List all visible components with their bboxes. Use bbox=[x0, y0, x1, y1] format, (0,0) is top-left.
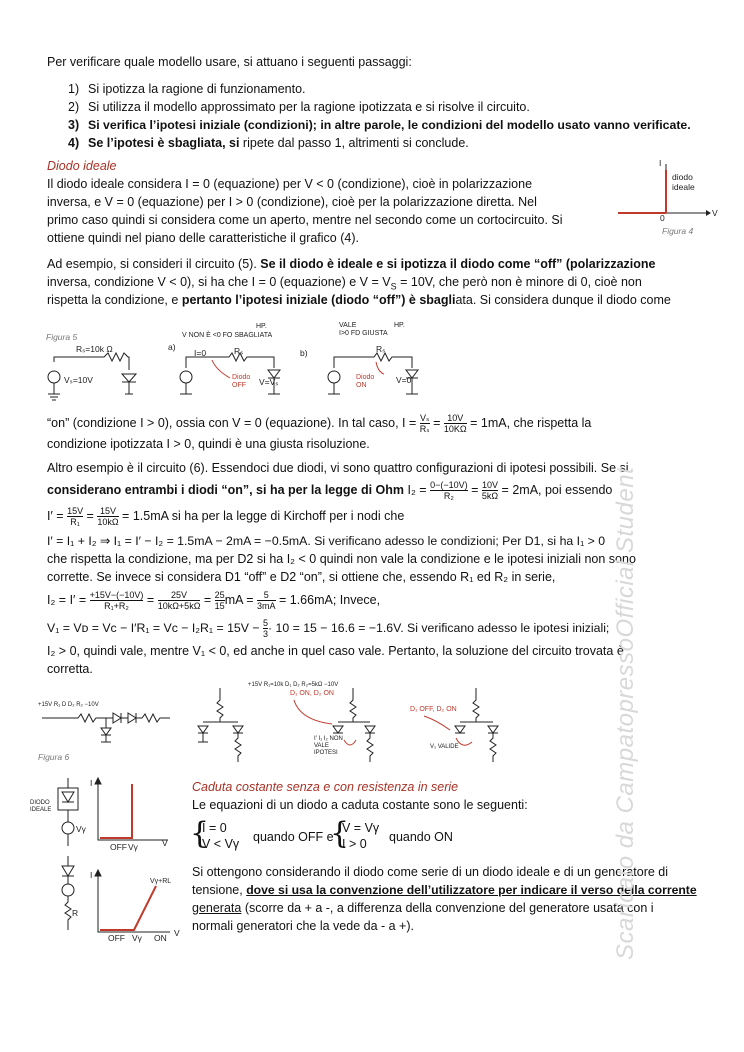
circuit-b-vale: VALE bbox=[339, 322, 357, 329]
system-connector: quando OFF e bbox=[253, 830, 334, 844]
paragraph-text: rispetta la condizione, e bbox=[47, 293, 182, 307]
figure-constant-drop bbox=[28, 774, 188, 944]
curve-label: diodo ideale bbox=[672, 172, 695, 192]
paragraph-line: condizione ipotizzata I > 0, quindi è una giusta risoluzione. bbox=[47, 437, 370, 451]
vgamma-axis-label: Vγ bbox=[128, 842, 138, 852]
slope-label: Vγ+RL bbox=[150, 878, 172, 885]
vgamma-axis-label: Vγ bbox=[132, 933, 142, 943]
step-number: 2) bbox=[68, 100, 80, 114]
step-text: Si verifica l’ipotesi iniziale (condizioni); in altre parole, le condizioni del modello usato vanno verificate. bbox=[88, 118, 691, 132]
paragraph-text: ata. Si considera dunque il diodo come bbox=[455, 293, 671, 307]
resistor-label: R bbox=[72, 908, 79, 918]
fraction-den: R₁ bbox=[70, 517, 80, 528]
origin-label: 0 bbox=[660, 213, 665, 223]
math-text: mA = bbox=[224, 593, 257, 607]
paragraph-text: (scorre da + a -, a differenza della convenzione del generatore usata con i bbox=[241, 901, 654, 915]
fraction-den: Rₛ bbox=[419, 424, 430, 435]
paragraph-text: = 2mA, poi essendo bbox=[498, 483, 613, 497]
axis-i-label: I bbox=[659, 158, 662, 168]
circuit-b-label: b) bbox=[300, 348, 308, 358]
fraction-num: Vₛ bbox=[420, 413, 430, 424]
underlined-bold: dove si usa la convenzione dell’utilizzatore per indicare il verso della corrente bbox=[246, 883, 697, 897]
fraction-den: 5kΩ bbox=[481, 491, 499, 502]
watermark-text: Scaricato da CampatopressoOfficial Student bbox=[612, 466, 639, 960]
circuit-a-voltage: V=Vₛ bbox=[259, 377, 279, 387]
axis-v-label: V bbox=[712, 208, 718, 218]
step-text-bold: Se l’ipotesi è sbagliata, si bbox=[88, 136, 240, 150]
circuit-a-label: a) bbox=[168, 342, 176, 352]
brace-right: { bbox=[330, 816, 350, 851]
hypothesis-note: V₁ VALIDE bbox=[430, 744, 459, 750]
paragraph-line: Le equazioni di un diodo a caduta costante sono le seguenti: bbox=[192, 798, 528, 812]
system-end: quando ON bbox=[389, 830, 453, 844]
fraction-den: 10KΩ bbox=[443, 424, 467, 435]
axis-i-label: I bbox=[90, 870, 93, 880]
figure-caption: Figura 6 bbox=[38, 752, 70, 762]
paragraph-line: I′ = I₁ + I₂ ⇒ I₁ = I′ − I₂ = 1.5mA − 2mA = −0.5mA. Si verificano adesso le condizioni; Per D1, si ha I₁ > 0 bbox=[47, 534, 606, 548]
paragraph-bold: pertanto l’ipotesi iniziale (diodo “off”) è sbagli bbox=[181, 293, 456, 307]
paragraph-bold: considerano entrambi i diodi “on”, si ha per la legge di Ohm bbox=[47, 483, 405, 497]
axis-i-label: I bbox=[90, 778, 93, 788]
paragraph-line: I₂ > 0, quindi vale, mentre V₁ < 0, ed anche in quel caso vale. Pertanto, la soluzione del circuito trovata è bbox=[47, 644, 624, 658]
hypothesis-label: D₁ ON, D₂ ON bbox=[290, 690, 334, 697]
subscript: S bbox=[390, 281, 397, 292]
paragraph-text: si ha per la legge di Kirchoff per i nodi che bbox=[168, 509, 405, 523]
step-text: Si utilizza il modello approssimato per la ragione ipotizzata e si risolve il circuito. bbox=[88, 100, 530, 114]
circuit-b-resistor: Rₛ bbox=[376, 344, 386, 354]
paragraph-line: ottiene quindi nel piano delle caratteristiche il grafico (4). bbox=[47, 231, 359, 245]
axis-v-label: V bbox=[174, 928, 180, 938]
circuit-b-diode-state: Diodo ON bbox=[356, 374, 375, 389]
fraction-den: 3 bbox=[262, 629, 268, 640]
fraction-num: +15V−(−10V) bbox=[89, 590, 144, 601]
paragraph-line: Si ottengono considerando il diodo come serie di un diodo ideale e di un generatore di bbox=[192, 865, 669, 879]
paragraph-text: = 1mA, che rispetta la bbox=[466, 416, 592, 430]
figure-6 bbox=[38, 680, 638, 770]
hypothesis-note: I′ I₁ I₂ NON VALE IPOTESI bbox=[314, 736, 343, 756]
circuit-a-diode-state: Diodo OFF bbox=[232, 374, 251, 389]
fraction-num: 10V bbox=[481, 480, 498, 491]
paragraph-line: primo caso quindi si considera come un aperto, mentre nel secondo come un cortocircuito. Si bbox=[47, 213, 563, 227]
fraction-den: 3mA bbox=[257, 601, 276, 612]
circuit-a-current: I=0 bbox=[194, 348, 207, 358]
axis-v-label: V bbox=[162, 838, 168, 848]
circuit-labels: +15V R₁ D D₂ R₂ −10V bbox=[38, 702, 99, 708]
fraction-den: 10kΩ+5kΩ bbox=[157, 601, 201, 612]
fraction-num: 10V bbox=[444, 413, 467, 424]
on-label: ON bbox=[154, 933, 167, 943]
fraction-num: 15V bbox=[97, 506, 118, 517]
figure-caption: Figura 5 bbox=[46, 332, 78, 342]
paragraph-text: inversa, condizione V < 0), si ha che I = 0 (equazione) e V = V bbox=[47, 275, 391, 289]
resistor-label: Rₛ=10k Ω bbox=[76, 344, 113, 354]
math-text: V₁ = Vᴅ = Vᴄ − I′R₁ = Vᴄ − I₂R₁ = 15V − bbox=[47, 621, 263, 635]
hypothesis-label: D₁ OFF, D₂ ON bbox=[410, 706, 457, 713]
math-text: = 1.66mA; Invece, bbox=[275, 593, 381, 607]
paragraph-line: corrette. Se invece si considera D1 “off” e D2 “on”, si ottiene che, essendo R₁ ed R₂ in serie, bbox=[47, 570, 556, 584]
system-off-2: V < Vγ bbox=[202, 837, 240, 851]
circuit-b-note: I>0 FD GIUSTA bbox=[339, 330, 388, 337]
intro-text: Per verificare quale modello usare, si attuano i seguenti passaggi: bbox=[47, 55, 412, 69]
paragraph-text: = 10V, che però non è minore di 0, cioè non bbox=[396, 275, 642, 289]
paragraph-bold: Se il diodo è ideale e si ipotizza il diodo come “off” (polarizzazione bbox=[260, 257, 656, 271]
watermark bbox=[612, 466, 640, 960]
brace-left: { bbox=[190, 816, 210, 851]
fraction-den: 10kΩ bbox=[97, 517, 119, 528]
fraction-den: R₁+R₂ bbox=[104, 601, 129, 612]
section-title: Diodo ideale bbox=[47, 159, 117, 173]
paragraph-text: · 10 = 15 − 16.6 = −1.6V. Si verificano adesso le ipotesi iniziali; bbox=[268, 621, 610, 635]
math-text: I′ = bbox=[47, 509, 68, 523]
circuit-labels: +15V R₁=10k D₁ D₂ R₂=5kΩ −10V bbox=[248, 682, 339, 688]
circuit-a-resistor: Rₛ bbox=[234, 346, 244, 356]
paragraph-text: tensione, bbox=[192, 883, 247, 897]
math-text: I₂ = bbox=[404, 483, 431, 497]
paragraph-line: inversa, e V = 0 (equazione) per I > 0 (condizione), cioè per la polarizzazione diretta. Nel bbox=[47, 195, 537, 209]
fraction-num: 25V bbox=[158, 590, 201, 601]
underlined-text: generata bbox=[192, 901, 242, 915]
circuit-b-hp: HP. bbox=[394, 322, 405, 329]
fraction-den: 15 bbox=[214, 601, 225, 612]
circuit-a-hp: HP. bbox=[256, 323, 267, 330]
step-number: 4) bbox=[68, 136, 80, 150]
step-number: 3) bbox=[68, 118, 80, 132]
fraction-num: 25 bbox=[214, 590, 225, 601]
math-text: = 1.5mA bbox=[118, 509, 169, 523]
system-on-2: I > 0 bbox=[342, 837, 367, 851]
math-text: I₂ = I′ = bbox=[47, 593, 90, 607]
off-label: OFF bbox=[110, 842, 127, 852]
figure-4 bbox=[614, 158, 724, 238]
section-title: Caduta costante senza e con resistenza in serie bbox=[192, 780, 459, 794]
fraction-num: 5 bbox=[257, 590, 276, 601]
ideal-diode-label: DIODO IDEALE bbox=[30, 800, 52, 813]
system-off-1: I = 0 bbox=[202, 821, 227, 835]
paragraph-line: corretta. bbox=[47, 662, 93, 676]
off-label: OFF bbox=[108, 933, 125, 943]
paragraph-text: Ad esempio, si consideri il circuito (5). bbox=[47, 257, 261, 271]
fraction-num: 0−(−10V) bbox=[430, 480, 468, 491]
circuit-a-note: V NON È <0 FO SBAGLIATA bbox=[182, 332, 273, 339]
vgamma-label: Vγ bbox=[76, 824, 86, 834]
fraction-num: 15V bbox=[67, 506, 84, 517]
paragraph-text: “on” (condizione I > 0), ossia con V = 0 (equazione). In tal caso, I = bbox=[47, 416, 420, 430]
fraction-num: 5 bbox=[262, 618, 268, 629]
fraction-den: R₂ bbox=[443, 491, 454, 502]
paragraph-line: Il diodo ideale considera I = 0 (equazione) per V < 0 (condizione), cioè in polarizzazione bbox=[47, 177, 533, 191]
system-on-1: V = Vγ bbox=[342, 821, 380, 835]
step-text: Si ipotizza la ragione di funzionamento. bbox=[88, 82, 306, 96]
step-number: 1) bbox=[68, 82, 80, 96]
paragraph-line: Altro esempio è il circuito (6). Essendoci due diodi, vi sono quattro configurazioni di ipotesi possibili. Se si bbox=[47, 461, 629, 475]
paragraph-line: normali generatori che la vede da - a +). bbox=[192, 919, 414, 933]
step-text: ripete dal passo 1, altrimenti si conclude. bbox=[239, 136, 469, 150]
figure-caption: Figura 4 bbox=[662, 226, 694, 236]
source-label: Vₛ=10V bbox=[64, 375, 93, 385]
figure-5 bbox=[44, 322, 454, 404]
paragraph-line: che rispetta la condizione, ma per D2 si ha I₂ < 0 quindi non vale la condizione e le ipotesi iniziali non sono bbox=[47, 552, 636, 566]
circuit-b-voltage: V=0 bbox=[396, 375, 412, 385]
